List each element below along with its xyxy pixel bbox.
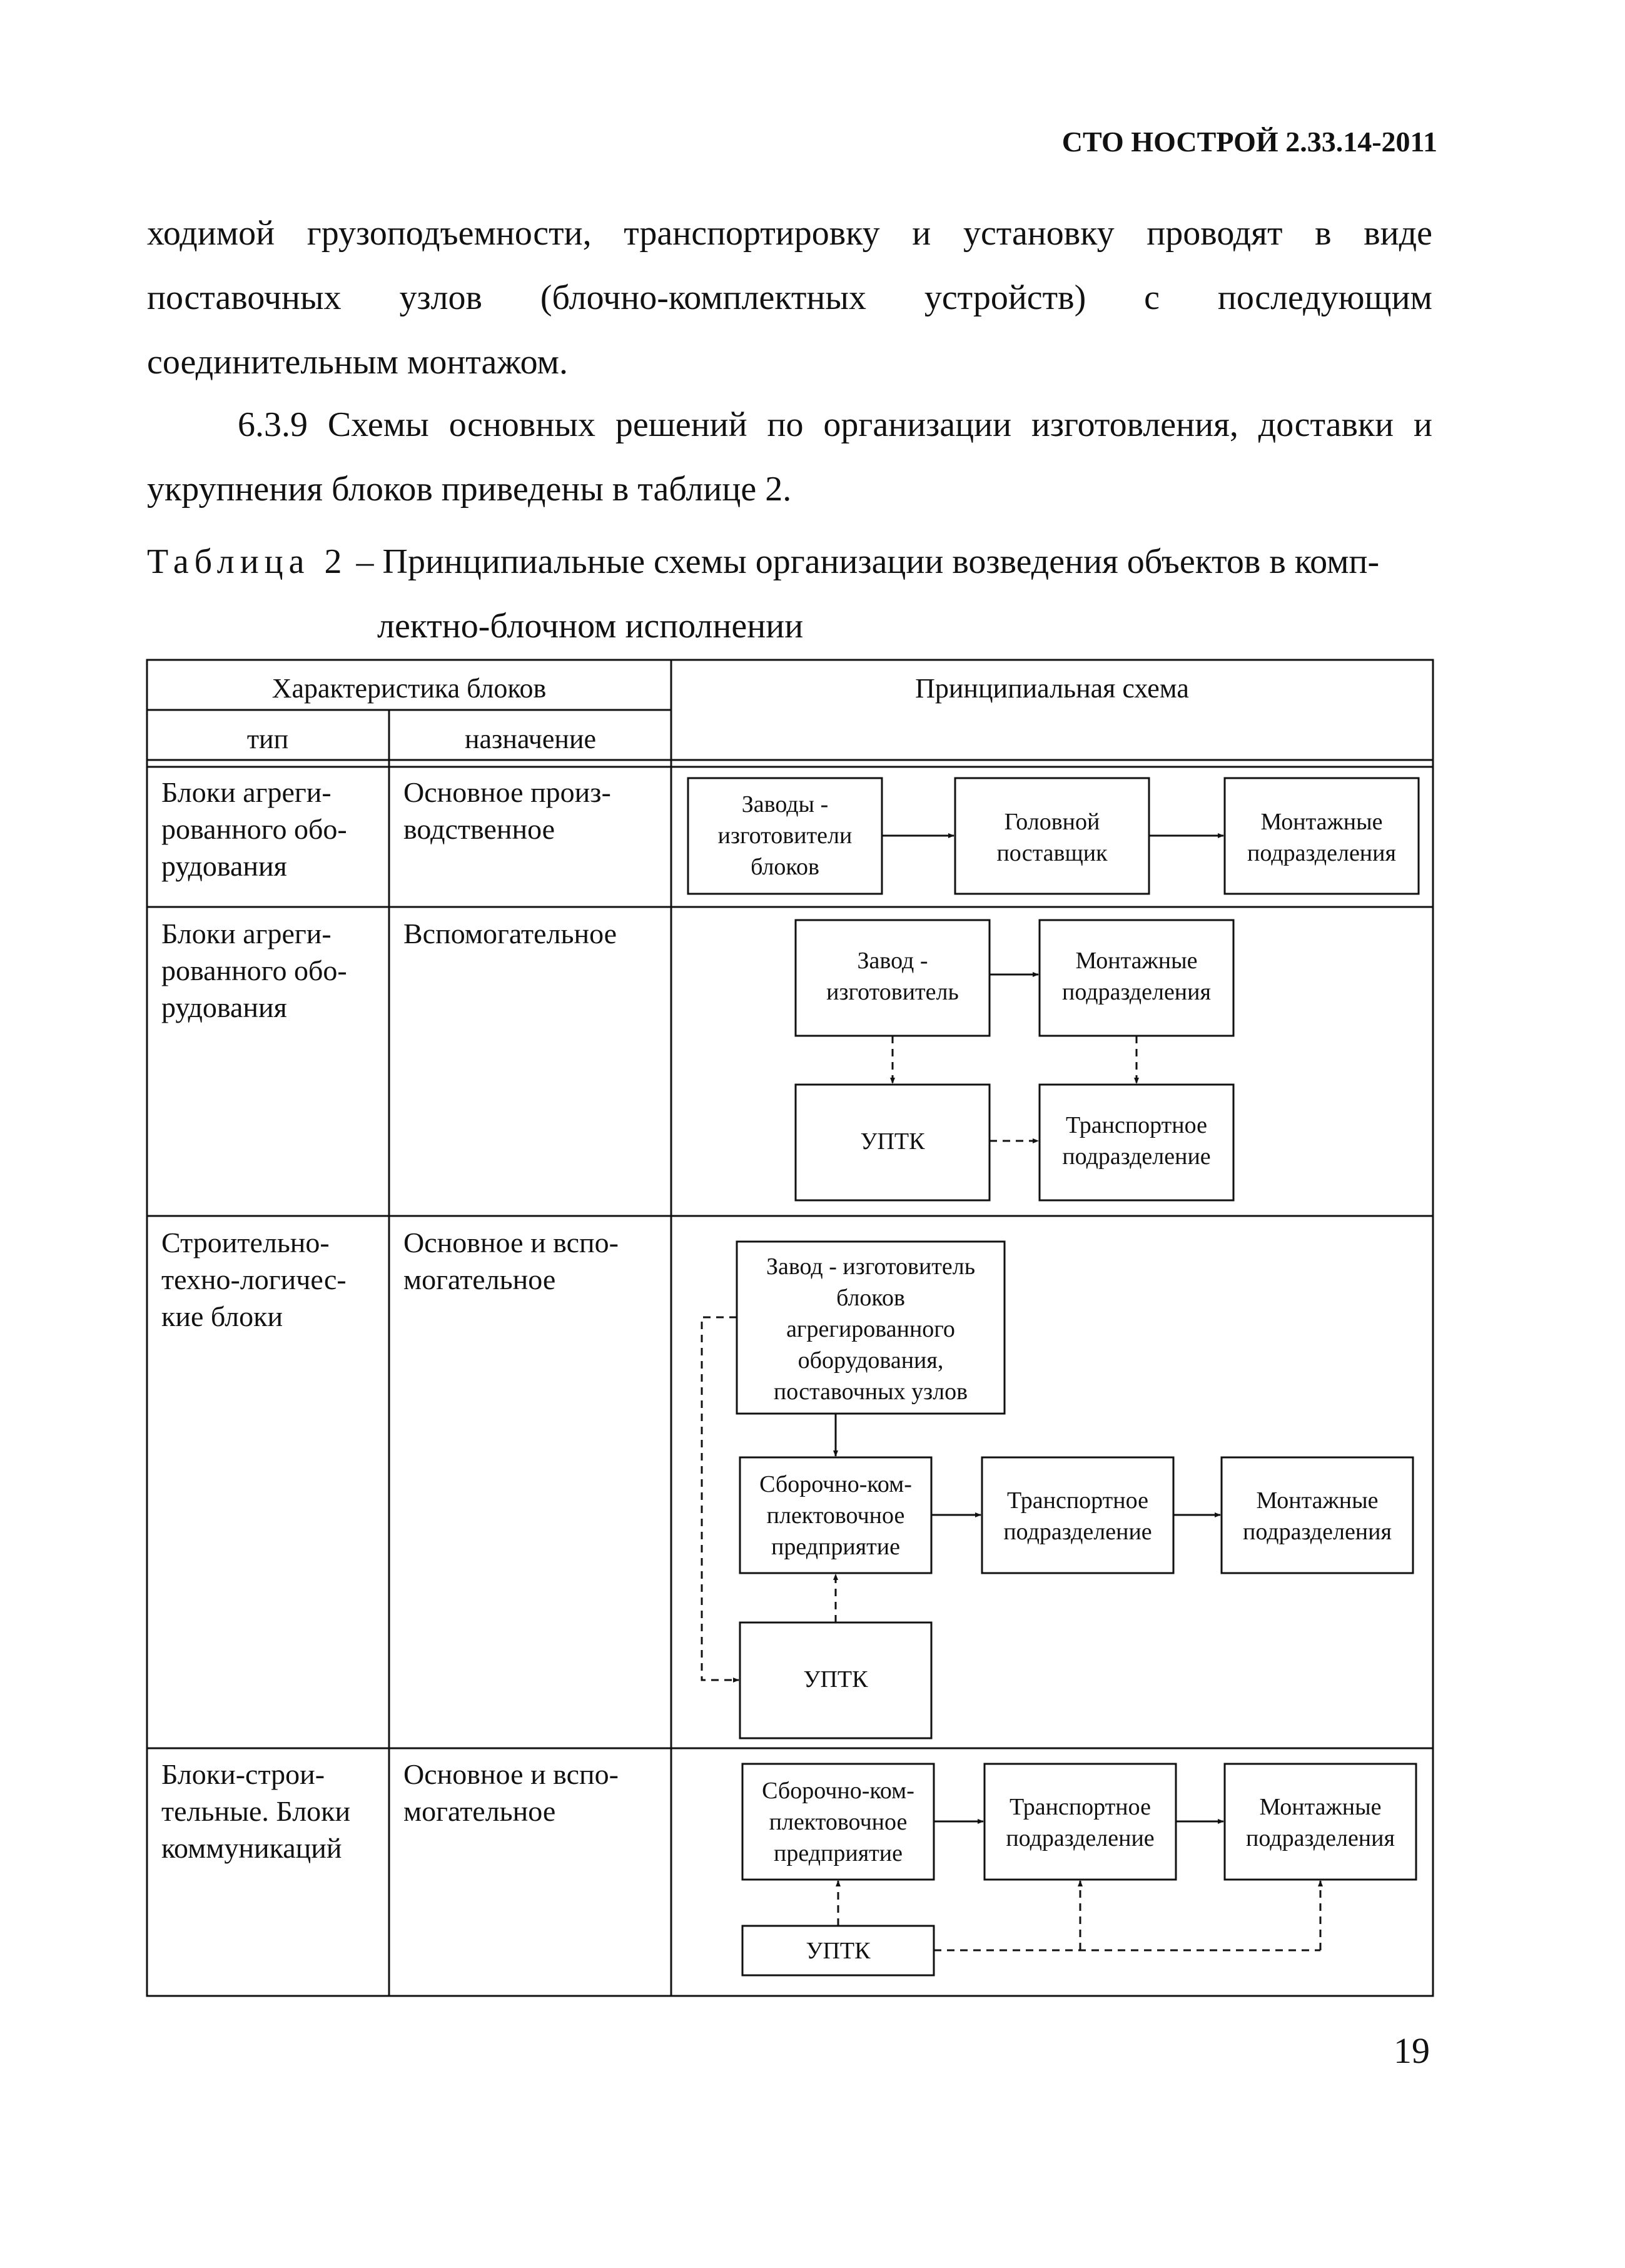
row3-type-line: кие блоки [161,1300,283,1332]
page-number: 19 [1394,2030,1430,2071]
row2-node-label: Транспортное [1066,1112,1207,1138]
row3-node-label: подразделение [1003,1519,1152,1545]
row4-node-label: предприятие [774,1840,903,1866]
row4-type-line: коммуникаций [161,1832,342,1864]
row4-node-label: Монтажные [1259,1794,1382,1820]
row1-type-line: рованного обо- [161,813,347,845]
row4-node-label: подразделение [1006,1825,1155,1851]
row1-purpose-line: Основное произ- [403,776,611,808]
row3-node-label: подразделения [1243,1519,1392,1545]
row2-node-label: изготовитель [826,979,959,1005]
row3-node-label: Завод - изготовитель [766,1253,976,1280]
row1-node-assembly-units [1225,778,1419,894]
row3-node-label: поставочных узлов [773,1379,968,1405]
table-caption-text-line1: Принципиальные схемы организации возведения объектов в комп- [382,542,1380,581]
row4-node-label: Транспортное [1010,1794,1151,1820]
row3-node-assembly-units [1222,1457,1413,1573]
row3-purpose-line: Основное и вспо- [403,1227,619,1258]
row4-node-transport [985,1764,1176,1880]
row1-node-head-supplier [955,778,1149,894]
row3-node-label: агрегированного [786,1316,955,1342]
row2-node-label: Монтажные [1075,948,1198,974]
row3-node-label: плектовочное [766,1502,905,1529]
row2-purpose-line: Вспомогательное [403,918,617,949]
row2-node-label: подразделение [1062,1143,1211,1170]
row1-node-label: поставщик [996,840,1108,866]
row1-purpose [403,776,611,845]
row2-node-factory [796,920,990,1036]
row4-node-label: Сборочно-ком- [762,1778,914,1804]
row3-node-label: оборудования, [797,1347,944,1374]
row1-node-label: Головной [1004,809,1100,835]
row2-type-line: рованного обо- [161,954,347,986]
row1-node-label: подразделения [1247,840,1396,866]
row1-purpose-line: водственное [403,813,555,845]
row2-node-transport [1040,1085,1233,1200]
row4-node-label: УПТК [806,1938,871,1964]
row4-node-label: подразделения [1246,1825,1395,1851]
row4-purpose-line: Основное и вспо- [403,1758,619,1790]
row3-node-label: Транспортное [1007,1487,1148,1514]
row3-node-label: Монтажные [1256,1487,1379,1514]
row2-node-label: УПТК [860,1128,925,1155]
row1-node-label: Монтажные [1260,809,1383,835]
row3-type-line: техно-логичес- [161,1263,347,1295]
table-caption-text-line2: лектно-блочном исполнении [377,607,804,645]
row3-node-label: предприятие [771,1534,900,1560]
row1-node-label: Заводы - [741,791,829,818]
row2-node-label: Завод - [857,948,928,974]
paragraph-6-3-9: 6.3.9 Схемы основных решений по организации изготовления, доставки и укрупнения блоков приведены в таблице 2. [147,405,1432,509]
row3-node-label: Сборочно-ком- [759,1471,912,1497]
row2-type-line: Блоки агреги- [161,918,332,949]
table-caption-label: Таблица 2 [147,542,348,581]
row3-arrow-dashed [702,1317,739,1680]
row1-node-label: блоков [751,854,819,880]
header-purpose: назначение [464,724,597,754]
row1-type [161,776,347,882]
row4-node-label: плектовочное [769,1809,908,1835]
document-code-header: СТО НОСТРОЙ 2.33.14-2011 [1061,126,1437,158]
row4-node-assembly-units [1225,1764,1416,1880]
row1-node-label: изготовители [717,823,853,849]
header-type: тип [246,724,289,754]
paragraph-continuation: ходимой грузоподъемности, транспортировку и установку проводят в виде поставочных узлов (блочно-комплектных устройств) с последующим соединительным монтажом. [147,214,1432,382]
header-scheme: Принципиальная схема [915,673,1189,704]
row2-type-line: рудования [161,991,287,1023]
row4-type-line: тельные. Блоки [161,1795,351,1827]
row1-type-line: рудования [161,850,287,882]
row2-node-assembly-units [1040,920,1233,1036]
row2-node-label: подразделения [1062,979,1211,1005]
table-caption-dash: – [347,542,383,581]
row3-node-label: блоков [836,1285,905,1311]
row4-purpose-line: могательное [403,1795,556,1827]
header-characteristics: Характеристика блоков [271,673,547,704]
row1-type-line: Блоки агреги- [161,776,332,808]
row4-type-line: Блоки-строи- [161,1758,325,1790]
row3-node-transport [982,1457,1173,1573]
row3-node-label: УПТК [803,1666,868,1693]
row3-purpose-line: могательное [403,1263,556,1295]
row3-type-line: Строительно- [161,1227,330,1258]
